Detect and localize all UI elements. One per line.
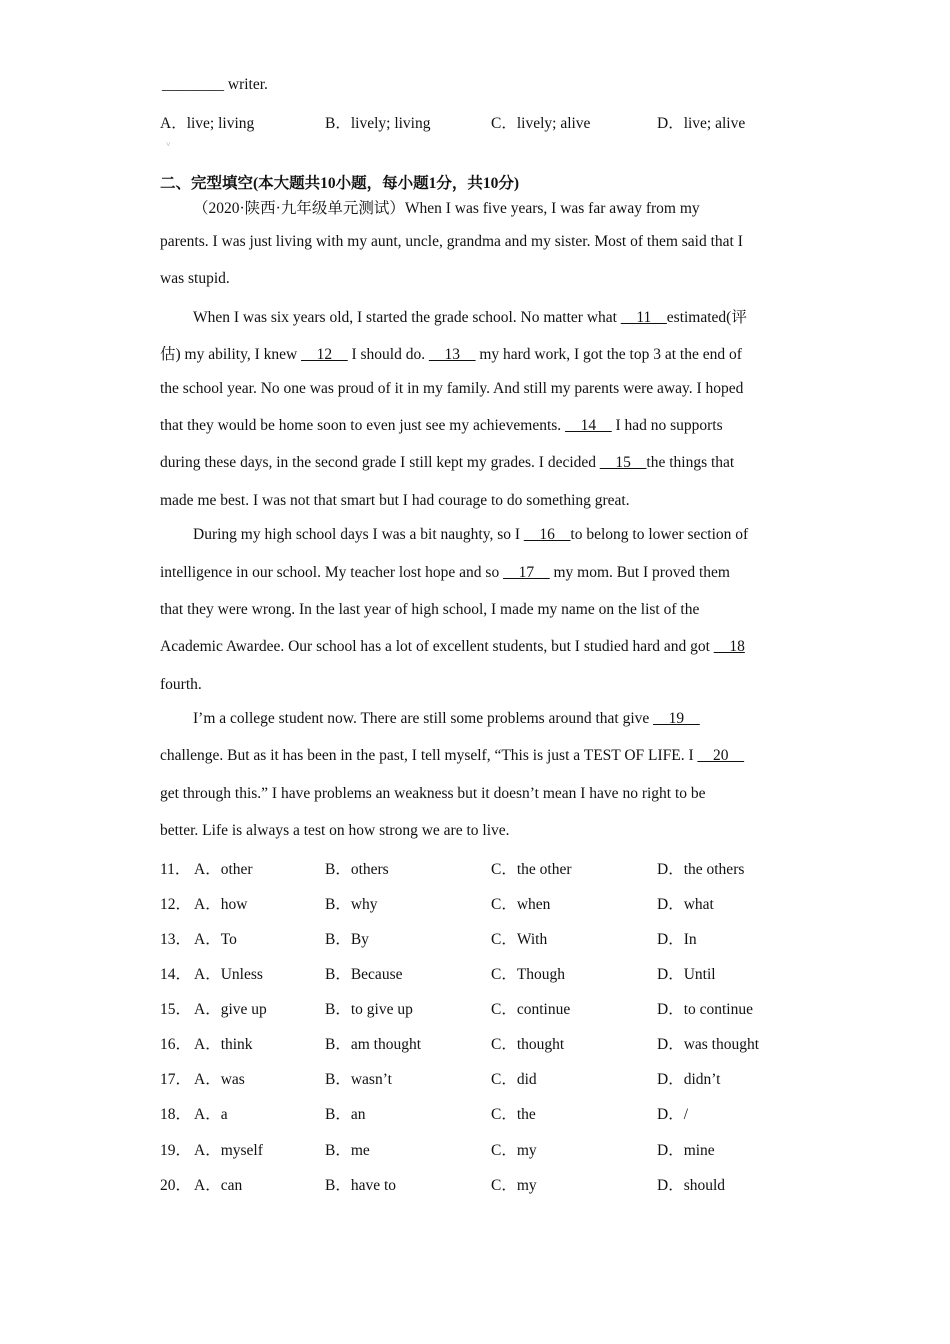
passage-line-2: parents. I was just living with my aunt, uncle, grandma and my sister. Most of them said that I bbox=[160, 233, 743, 250]
passage-line-10: During my high school days I was a bit naughty, so I __16__to belong to lower section of bbox=[193, 526, 749, 543]
passage-line-17: get through this.” I have problems an weakness but it doesn’t mean I have no right to be bbox=[160, 785, 706, 802]
prev-option-b: B．lively; living bbox=[325, 115, 431, 132]
question-11: 11． A．other B．others C．the other D．the others bbox=[160, 861, 745, 878]
prev-option-c: C．lively; alive bbox=[491, 115, 591, 132]
passage-line-7: that they would be home soon to even just see my achievements. __14__ I had no supports bbox=[160, 417, 723, 434]
question-13: 13． A．To B．By C．With D．In bbox=[160, 931, 697, 948]
passage-line-16: challenge. But as it has been in the past, I tell myself, “This is just a TEST OF LIFE. I __20__ bbox=[160, 747, 745, 764]
section-heading: 二、完型填空(本大题共10小题，每小题1分，共10分) bbox=[160, 175, 520, 192]
passage-line-4: When I was six years old, I started the grade school. No matter what __11__estimated(评 bbox=[193, 309, 747, 326]
passage-source: （2020·陕西·九年级单元测试） bbox=[193, 200, 405, 217]
question-15: 15． A．give up B．to give up C．continue D．to continue bbox=[160, 1001, 753, 1018]
passage-line-18: better. Life is always a test on how strong we are to live. bbox=[160, 822, 510, 839]
question-16: 16． A．think B．am thought C．thought D．was thought bbox=[160, 1036, 760, 1053]
prev-question-options bbox=[160, 111, 800, 135]
passage-line-6: the school year. No one was proud of it in my family. And still my parents were away. I hoped bbox=[160, 380, 744, 397]
prev-question-stem-tail: writer. bbox=[224, 76, 268, 93]
passage-line-15: I’m a college student now. There are still some problems around that give __19__ bbox=[193, 710, 700, 727]
prev-option-a: A．live; living bbox=[160, 115, 255, 132]
blank-18: __18 bbox=[713, 638, 745, 655]
blank-12: __12__ bbox=[301, 346, 348, 363]
blank-16: __16__ bbox=[523, 526, 571, 543]
question-14: 14． A．Unless B．Because C．Though D．Until bbox=[160, 966, 716, 983]
passage-line-1: （2020·陕西·九年级单元测试）When I was five years, I was far away from my bbox=[193, 200, 700, 217]
question-12: 12． A．how B．why C．when D．what bbox=[160, 896, 714, 913]
blank-14: __14__ bbox=[565, 417, 612, 434]
passage-line-12: that they were wrong. In the last year of high school, I made my name on the list of the bbox=[160, 601, 700, 618]
question-17: 17． A．was B．wasn’t C．did D．didn’t bbox=[160, 1071, 721, 1088]
blank-20: __20__ bbox=[697, 747, 745, 764]
prev-question-stem bbox=[162, 76, 268, 94]
blank-13: __13__ bbox=[428, 346, 476, 363]
blank-11: __11__ bbox=[620, 309, 667, 326]
prev-question-blank: ________ bbox=[162, 76, 224, 93]
blank-17: __17__ bbox=[503, 564, 550, 581]
passage-line-11: intelligence in our school. My teacher lost hope and so __17__ my mom. But I proved them bbox=[160, 564, 730, 581]
paragraph-mark: ˅ bbox=[166, 140, 171, 149]
blank-19: __19__ bbox=[653, 710, 700, 727]
passage-line-9: made me best. I was not that smart but I had courage to do something great. bbox=[160, 492, 630, 509]
passage-line-14: fourth. bbox=[160, 676, 202, 693]
passage-line-3: was stupid. bbox=[160, 270, 230, 287]
passage-line-8: during these days, in the second grade I still kept my grades. I decided __15__the things that bbox=[160, 454, 735, 471]
blank-15: __15__ bbox=[599, 454, 647, 471]
question-20: 20． A．can B．have to C．my D．should bbox=[160, 1177, 726, 1194]
question-18: 18． A．a B．an C．the D．/ bbox=[160, 1106, 689, 1123]
passage-line-13: Academic Awardee. Our school has a lot of excellent students, but I studied hard and got __18 bbox=[160, 638, 745, 655]
prev-option-d: D．live; alive bbox=[657, 115, 746, 132]
passage-line-5: 估) my ability, I knew __12__ I should do. __13__ my hard work, I got the top 3 at the end of bbox=[160, 346, 742, 363]
question-19: 19． A．myself B．me C．my D．mine bbox=[160, 1142, 715, 1159]
